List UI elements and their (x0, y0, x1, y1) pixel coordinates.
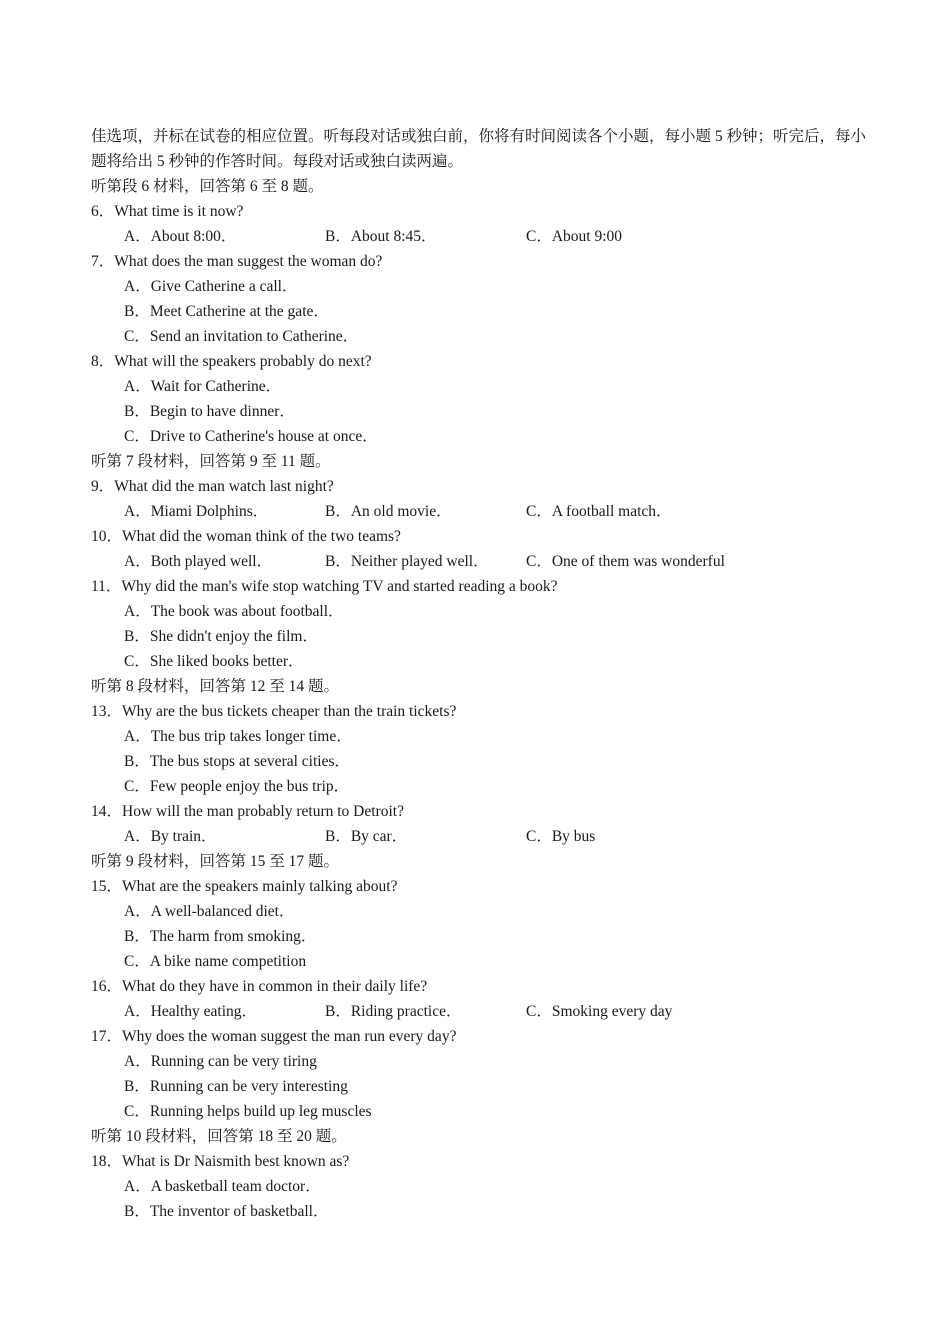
question-17: 17．Why does the woman suggest the man run every day? (91, 1028, 457, 1045)
question-14-option-b: B．By car． (325, 828, 408, 845)
question-17-option-a: A．Running can be very tiring (124, 1053, 317, 1070)
question-10-option-a: A．Both played well． (124, 553, 273, 570)
question-11-option-c: C．She liked books better． (124, 653, 304, 670)
question-15-option-c: C．A bike name competition (124, 953, 307, 970)
question-6-option-c: C．About 9:00 (526, 228, 623, 245)
question-13-option-a: A．The bus trip takes longer time． (124, 728, 352, 745)
question-7: 7．What does the man suggest the woman do? (91, 253, 383, 270)
question-15-option-b: B．The harm from smoking． (124, 928, 317, 945)
question-14: 14．How will the man probably return to Detroit? (91, 803, 404, 820)
question-16: 16．What do they have in common in their daily life? (91, 978, 428, 995)
section-heading-10: 听第 10 段材料，回答第 18 至 20 题。 (91, 1128, 347, 1145)
exam-page (91, 124, 866, 1224)
question-7-option-c: C．Send an invitation to Catherine． (124, 328, 359, 345)
question-18-option-b: B．The inventor of basketball． (124, 1203, 329, 1220)
question-6-options (91, 224, 866, 249)
question-9-option-a: A．Miami Dolphins． (124, 503, 269, 520)
question-16-option-a: A．Healthy eating． (124, 1003, 258, 1020)
question-13-option-b: B．The bus stops at several cities． (124, 753, 350, 770)
question-9-options (91, 499, 866, 524)
question-13: 13．Why are the bus tickets cheaper than the train tickets? (91, 703, 457, 720)
question-9-option-c: C．A football match． (526, 503, 672, 520)
question-14-option-c: C．By bus (526, 828, 596, 845)
question-6-option-a: A．About 8:00． (124, 228, 237, 245)
question-8-option-a: A．Wait for Catherine． (124, 378, 282, 395)
question-9-option-b: B．An old movie． (325, 503, 452, 520)
question-6-option-b: B．About 8:45． (325, 228, 437, 245)
question-10: 10．What did the woman think of the two teams? (91, 528, 401, 545)
question-8-option-c: C．Drive to Catherine's house at once． (124, 428, 378, 445)
question-17-option-c: C．Running helps build up leg muscles (124, 1103, 372, 1120)
question-15-option-a: A．A well-balanced diet． (124, 903, 295, 920)
question-14-option-a: A．By train． (124, 828, 217, 845)
question-7-option-b: B．Meet Catherine at the gate． (124, 303, 329, 320)
question-16-options (91, 999, 866, 1024)
question-17-option-b: B．Running can be very interesting (124, 1078, 348, 1095)
question-8: 8．What will the speakers probably do next? (91, 353, 372, 370)
instructions: 佳选项，并标在试卷的相应位置。听每段对话或独白前，你将有时间阅读各个小题，每小题 5 秒钟；听完后，每小题将给出 5 秒钟的作答时间。每段对话或独白读两遍。 (91, 128, 867, 170)
question-9: 9．What did the man watch last night? (91, 478, 334, 495)
section-heading-8: 听第 8 段材料，回答第 12 至 14 题。 (91, 678, 340, 695)
question-18-option-a: A．A basketball team doctor． (124, 1178, 321, 1195)
question-16-option-b: B．Riding practice． (325, 1003, 462, 1020)
question-14-options (91, 824, 866, 849)
section-heading-6: 听第段 6 材料，回答第 6 至 8 题。 (91, 178, 324, 195)
question-13-option-c: C．Few people enjoy the bus trip． (124, 778, 350, 795)
question-11-option-a: A．The book was about football． (124, 603, 344, 620)
question-10-options (91, 549, 866, 574)
question-10-option-b: B．Neither played well． (325, 553, 489, 570)
question-15: 15．What are the speakers mainly talking about? (91, 878, 398, 895)
question-10-option-c: C．One of them was wonderful (526, 553, 725, 570)
section-heading-9: 听第 9 段材料，回答第 15 至 17 题。 (91, 853, 340, 870)
question-11-option-b: B．She didn't enjoy the film． (124, 628, 318, 645)
question-11: 11．Why did the man's wife stop watching TV and started reading a book? (91, 578, 558, 595)
question-18: 18．What is Dr Naismith best known as? (91, 1153, 350, 1170)
section-heading-7: 听第 7 段材料，回答第 9 至 11 题。 (91, 453, 331, 470)
question-6: 6．What time is it now? (91, 203, 244, 220)
question-7-option-a: A．Give Catherine a call． (124, 278, 298, 295)
question-8-option-b: B．Begin to have dinner． (124, 403, 295, 420)
question-16-option-c: C．Smoking every day (526, 1003, 673, 1020)
